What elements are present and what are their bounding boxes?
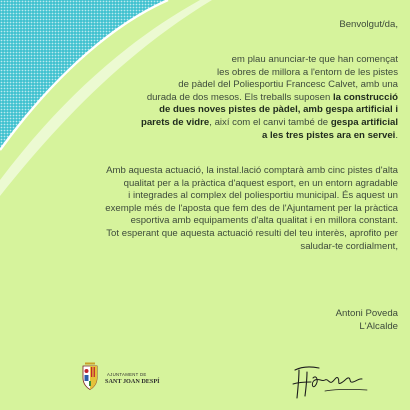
paragraph-announcement xyxy=(141,54,398,142)
paragraph-line: esportiva amb equipaments d'alta qualitat i en millora constant. xyxy=(130,215,398,227)
paragraph-line: Amb aquesta actuació, la instal.lació comptarà amb cinc pistes d'alta xyxy=(106,165,398,176)
municipality-logo xyxy=(80,360,160,392)
text-segment: , així com el canvi també de xyxy=(209,116,331,128)
text-segment: de pàdel del Poliesportiu Francesc Calvet, amb una xyxy=(178,79,398,91)
text-segment: . xyxy=(395,129,398,141)
paragraph-line: Tot esperant que aquesta actuació resulti del teu interès, aprofito per xyxy=(106,227,398,239)
text-segment: em plau anunciar-te que han començat xyxy=(231,54,398,65)
handwritten-signature-icon xyxy=(285,358,385,403)
coat-of-arms-icon xyxy=(80,362,100,392)
signer-title: L'Alcalde xyxy=(359,320,398,332)
bold-text: a les tres pistes ara en servei xyxy=(261,129,396,141)
paragraph-details xyxy=(105,165,398,253)
bold-text: de dues noves pistes de pàdel, amb gespa artificial i xyxy=(159,104,398,116)
paragraph-line xyxy=(141,130,398,143)
paragraph-line xyxy=(141,79,398,92)
paragraph-line xyxy=(141,117,398,130)
bold-text: la construcció xyxy=(332,91,398,103)
paragraph-line: qualitat per a la pràctica d'aquest esport, en un entorn agradable xyxy=(123,177,398,189)
paragraph-line xyxy=(141,54,398,67)
logo-line-2: SANT JOAN DESPÍ xyxy=(105,378,160,385)
logo-line-1: AJUNTAMENT DE xyxy=(107,372,147,377)
signer-name: Antoni Poveda xyxy=(335,308,398,319)
paragraph-line xyxy=(141,92,398,105)
paragraph-line: saludar-te cordialment, xyxy=(300,240,398,252)
signer-block xyxy=(336,308,398,333)
text-segment: durada de dos mesos. Els treballs suposen xyxy=(146,91,333,103)
text-segment: les obres de millora a l'entorn de les pistes xyxy=(216,66,398,78)
bold-text: gespa artificial xyxy=(330,116,398,128)
paragraph-line xyxy=(141,67,398,80)
paragraph-line: exemple més de l'aposta que fem des de l'Ajuntament per la pràctica xyxy=(105,202,398,214)
paragraph-line: i integrades al complex del poliesportiu municipal. És aquest un xyxy=(128,190,398,202)
bold-text: parets de vidre xyxy=(140,116,210,128)
paragraph-line xyxy=(141,104,398,117)
letter-greeting: Benvolgut/da, xyxy=(339,19,398,30)
